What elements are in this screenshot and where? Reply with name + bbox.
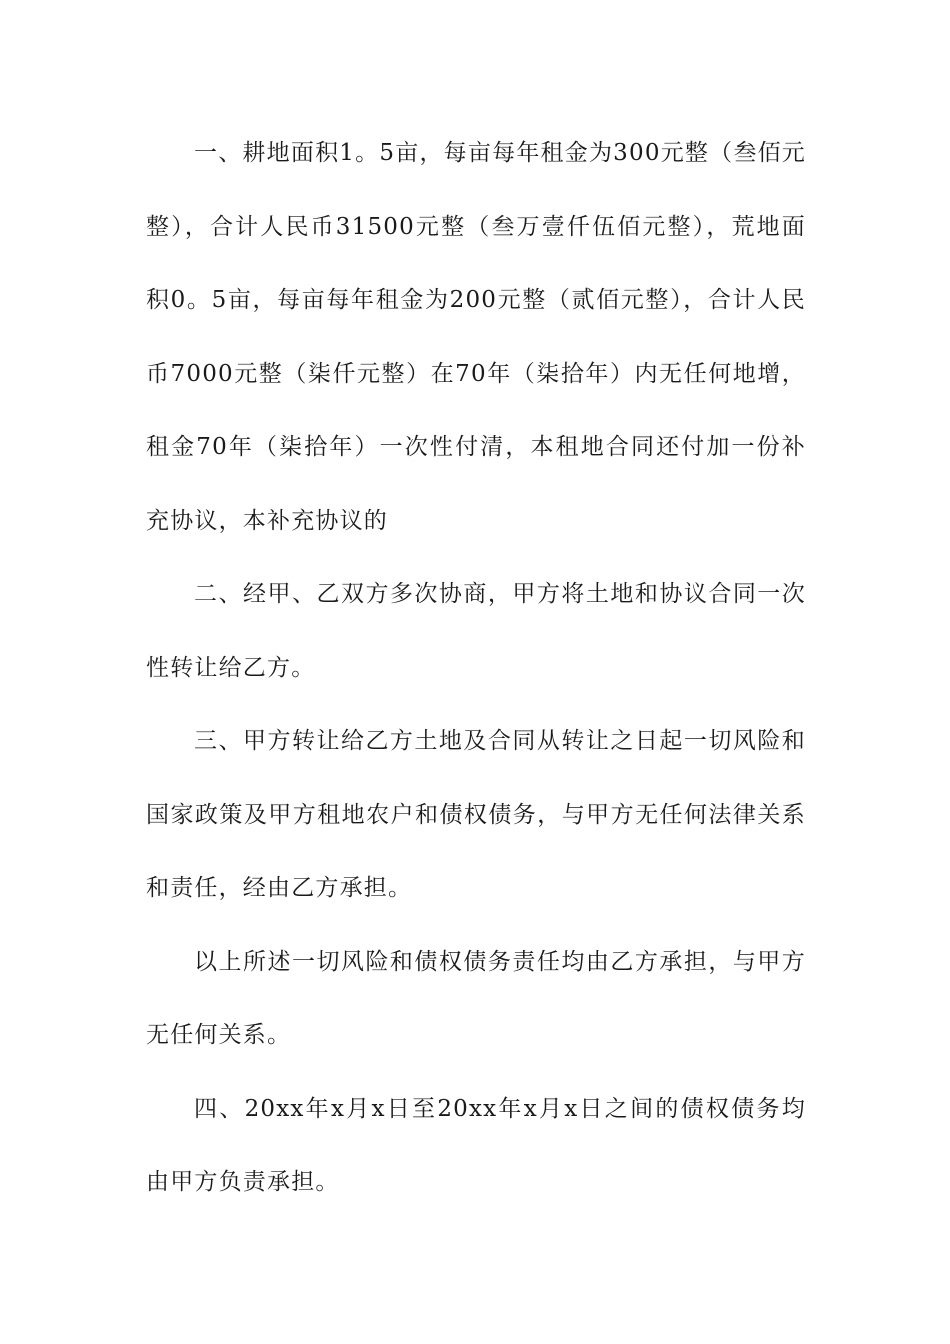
paragraph-clause-4: 四、20xx年x月x日至20xx年x月x日之间的债权债务均由甲方负责承担。: [146, 1095, 806, 1195]
paragraph-clause-1: 一、耕地面积1。5亩，每亩每年租金为300元整（叁佰元整），合计人民币31500元整（叁万壹仟伍佰元整），荒地面积0。5亩，每亩每年租金为200元整（贰佰元整），合计人民币7000元整（柒仟元整）在70年（柒拾年）内无任何地增，租金70年（柒拾年）一次性付清，本租地合同还付加一份补充协议，本补充协议的: [146, 140, 806, 534]
document-body: [146, 117, 806, 1220]
paragraph-clause-2: 二、经甲、乙双方多次协商，甲方将土地和协议合同一次性转让给乙方。: [146, 581, 806, 681]
paragraph-clause-3: 三、甲方转让给乙方土地及合同从转让之日起一切风险和国家政策及甲方租地农户和债权债务，与甲方无任何法律关系和责任，经由乙方承担。: [146, 728, 806, 901]
paragraph-summary: 以上所述一切风险和债权债务责任均由乙方承担，与甲方无任何关系。: [146, 948, 806, 1048]
